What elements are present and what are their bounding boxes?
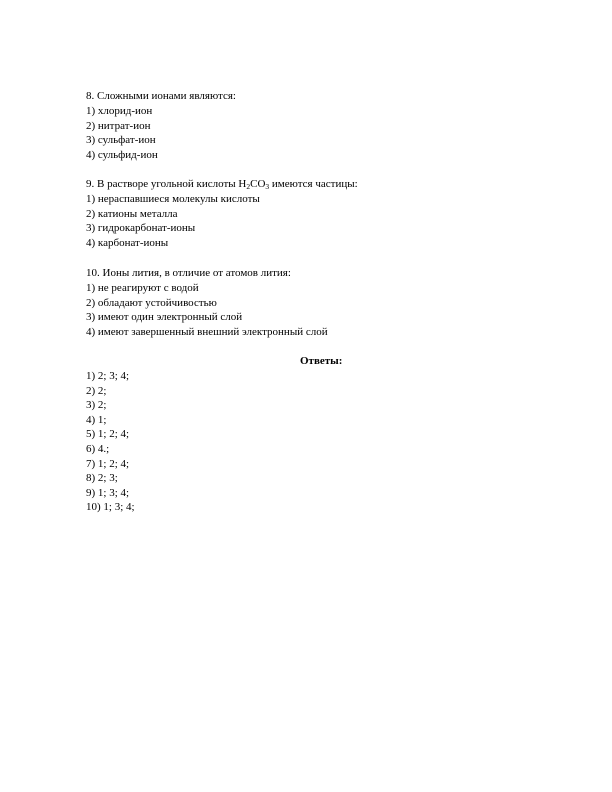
question-9-title-subscript-1: 2: [246, 182, 251, 191]
answer-item: 2) 2;: [86, 384, 107, 397]
answer-item: 5) 1; 2; 4;: [86, 428, 130, 441]
answer-item: 10) 1; 3; 4;: [86, 501, 135, 514]
answer-item: 8) 2; 3;: [86, 472, 118, 485]
question-9-option-4: 4) карбонат-ионы: [86, 236, 169, 249]
question-9-title-subscript-2: 3: [265, 182, 270, 191]
question-10-option-1: 1) не реагируют с водой: [86, 282, 199, 294]
question-10-option-4: 4) имеют завершенный внешний электронный слой: [86, 325, 328, 338]
answer-item: 6) 4.;: [86, 442, 110, 455]
answer-item: 3) 2;: [86, 399, 107, 412]
question-8: [86, 88, 506, 162]
question-8-option-2: 2) нитрат-ион: [86, 119, 151, 132]
question-9-title-prefix: 9. В растворе угольной кислоты H: [86, 178, 247, 190]
question-8-option-1: 1) хлорид-ион: [86, 105, 153, 117]
question-9-title: [86, 176, 506, 192]
question-9-option-1: 1) нераспавшиеся молекулы кислоты: [86, 193, 260, 205]
question-9: [86, 176, 506, 250]
question-10: [86, 265, 506, 339]
answer-item: 4) 1;: [86, 413, 107, 426]
answer-item: 7) 1; 2; 4;: [86, 457, 130, 470]
answer-item: 1) 2; 3; 4;: [86, 370, 130, 382]
answer-item: 9) 1; 3; 4;: [86, 486, 130, 499]
question-9-title-suffix: имеются частицы:: [269, 178, 358, 190]
answers-list: [86, 369, 286, 515]
question-10-option-3: 3) имеют один электронный слой: [86, 311, 243, 323]
question-10-option-2: 2) обладают устойчивостью: [86, 296, 217, 309]
question-10-title: 10. Ионы лития, в отличие от атомов лития:: [86, 267, 291, 279]
question-8-option-4: 4) сульфид-ион: [86, 148, 158, 161]
question-9-title-mid: CO: [250, 178, 266, 190]
question-9-option-2: 2) катионы металла: [86, 207, 178, 220]
answers-heading: Ответы:: [300, 355, 343, 367]
question-8-title: 8. Сложными ионами являются:: [86, 90, 236, 102]
question-9-option-3: 3) гидрокарбонат-ионы: [86, 222, 196, 234]
question-8-option-3: 3) сульфат-ион: [86, 134, 156, 146]
